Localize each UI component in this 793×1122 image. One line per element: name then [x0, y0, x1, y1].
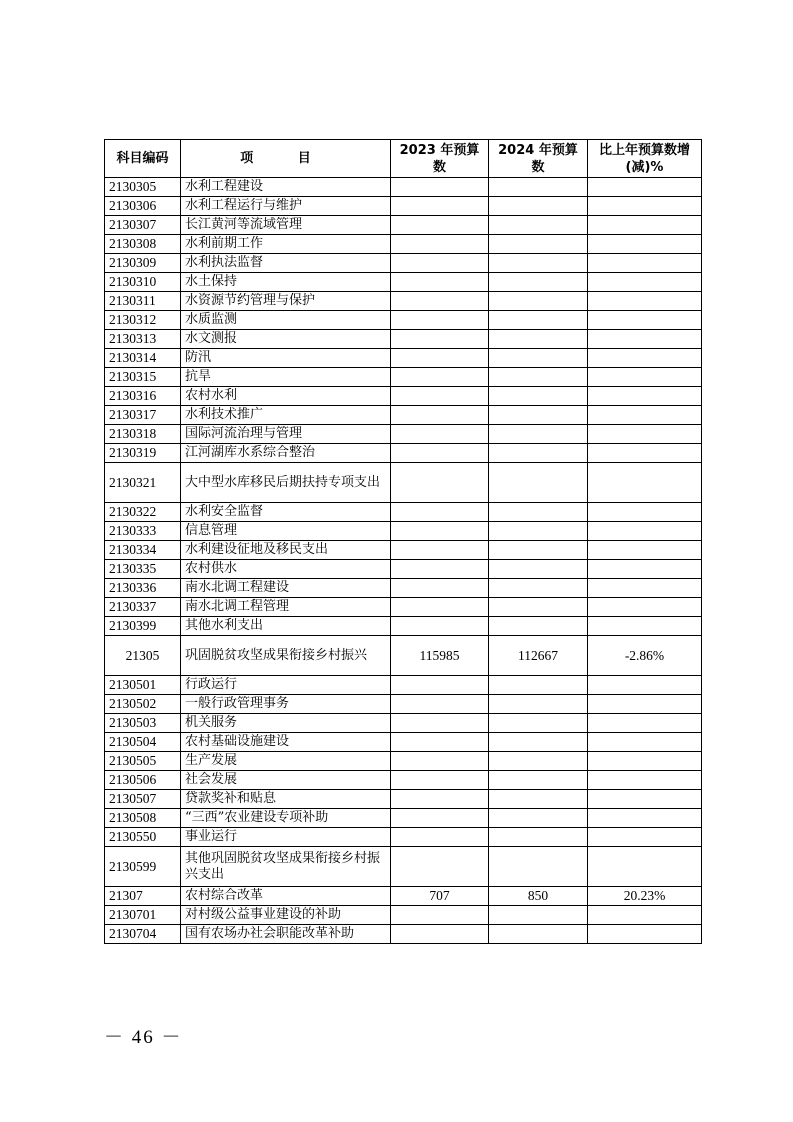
- table-row: [105, 828, 702, 847]
- table-body: [105, 178, 702, 944]
- row-2024: [489, 273, 588, 292]
- table-row: [105, 444, 702, 463]
- row-name: 抗旱: [181, 368, 391, 387]
- row-code: 2130310: [105, 273, 181, 292]
- row-2023: [391, 771, 489, 790]
- row-code: 2130502: [105, 695, 181, 714]
- row-name: 水土保持: [181, 273, 391, 292]
- row-2023: [391, 216, 489, 235]
- row-2023: [391, 387, 489, 406]
- row-name: 大中型水库移民后期扶持专项支出: [181, 463, 391, 503]
- table-row: [105, 273, 702, 292]
- row-2024: [489, 463, 588, 503]
- table-row: [105, 522, 702, 541]
- row-code: 2130506: [105, 771, 181, 790]
- row-change: [588, 790, 702, 809]
- table-row: [105, 311, 702, 330]
- row-code: 2130321: [105, 463, 181, 503]
- header-code: 科目编码: [105, 140, 181, 178]
- row-name: 水利建设征地及移民支出: [181, 541, 391, 560]
- table-row: [105, 349, 702, 368]
- row-2024: [489, 752, 588, 771]
- row-change: [588, 311, 702, 330]
- row-name: 其他水利支出: [181, 617, 391, 636]
- row-2023: 115985: [391, 636, 489, 676]
- row-code: 2130505: [105, 752, 181, 771]
- row-name: 长江黄河等流域管理: [181, 216, 391, 235]
- row-2024: [489, 197, 588, 216]
- table-row: [105, 368, 702, 387]
- row-change: [588, 503, 702, 522]
- page-number: － 46 －: [104, 1027, 183, 1048]
- table-row: [105, 847, 702, 887]
- row-code: 2130501: [105, 676, 181, 695]
- row-name: 一般行政管理事务: [181, 695, 391, 714]
- row-name: 水资源节约管理与保护: [181, 292, 391, 311]
- row-2024: [489, 292, 588, 311]
- row-2024: [489, 790, 588, 809]
- row-change: [588, 522, 702, 541]
- row-name: 水利工程运行与维护: [181, 197, 391, 216]
- row-code: 2130599: [105, 847, 181, 887]
- row-2024: [489, 425, 588, 444]
- row-change: [588, 676, 702, 695]
- row-name: 江河湖库水系综合整治: [181, 444, 391, 463]
- table-row: [105, 733, 702, 752]
- row-2024: [489, 579, 588, 598]
- row-name: 水质监测: [181, 311, 391, 330]
- table-row: [105, 560, 702, 579]
- row-code: 2130311: [105, 292, 181, 311]
- row-2024: [489, 254, 588, 273]
- row-2023: [391, 178, 489, 197]
- table-row: [105, 695, 702, 714]
- row-code: 2130550: [105, 828, 181, 847]
- row-name: 防汛: [181, 349, 391, 368]
- row-2024: [489, 906, 588, 925]
- table-row: [105, 887, 702, 906]
- row-code: 2130319: [105, 444, 181, 463]
- row-2024: [489, 444, 588, 463]
- row-2023: [391, 925, 489, 944]
- table-row: [105, 254, 702, 273]
- table-row: [105, 906, 702, 925]
- row-name: 生产发展: [181, 752, 391, 771]
- row-name: 水利安全监督: [181, 503, 391, 522]
- budget-table: [104, 139, 702, 944]
- row-code: 2130315: [105, 368, 181, 387]
- table-row: [105, 235, 702, 254]
- row-name: 行政运行: [181, 676, 391, 695]
- row-2023: [391, 444, 489, 463]
- row-2024: [489, 406, 588, 425]
- row-2023: [391, 330, 489, 349]
- row-name: 农村基础设施建设: [181, 733, 391, 752]
- row-2024: [489, 235, 588, 254]
- table-row: [105, 598, 702, 617]
- row-change: [588, 197, 702, 216]
- row-name: 国际河流治理与管理: [181, 425, 391, 444]
- row-code: 2130307: [105, 216, 181, 235]
- row-2024: [489, 503, 588, 522]
- row-2023: [391, 292, 489, 311]
- table-row: [105, 463, 702, 503]
- row-2023: [391, 579, 489, 598]
- table-row: [105, 387, 702, 406]
- table-row: [105, 579, 702, 598]
- row-2023: [391, 368, 489, 387]
- row-name: “三西”农业建设专项补助: [181, 809, 391, 828]
- row-2024: 112667: [489, 636, 588, 676]
- row-2024: [489, 695, 588, 714]
- table-row: [105, 714, 702, 733]
- row-2024: [489, 368, 588, 387]
- row-2024: [489, 522, 588, 541]
- table-row: [105, 216, 702, 235]
- row-2024: [489, 771, 588, 790]
- row-2024: [489, 617, 588, 636]
- table-row: [105, 925, 702, 944]
- row-name: 农村水利: [181, 387, 391, 406]
- row-2024: [489, 676, 588, 695]
- row-2023: [391, 311, 489, 330]
- row-code: 2130508: [105, 809, 181, 828]
- row-name: 其他巩固脱贫攻坚成果衔接乡村振兴支出: [181, 847, 391, 887]
- header-2024: 2024 年预算数: [489, 140, 588, 178]
- row-change: [588, 714, 702, 733]
- row-2023: [391, 463, 489, 503]
- row-2023: [391, 598, 489, 617]
- row-2024: [489, 714, 588, 733]
- row-2023: [391, 522, 489, 541]
- row-code: 2130333: [105, 522, 181, 541]
- row-2024: [489, 349, 588, 368]
- row-change: [588, 828, 702, 847]
- table-row: [105, 425, 702, 444]
- table-row: [105, 197, 702, 216]
- row-code: 2130337: [105, 598, 181, 617]
- row-2024: [489, 828, 588, 847]
- row-2024: [489, 216, 588, 235]
- row-2024: [489, 311, 588, 330]
- row-name: 对村级公益事业建设的补助: [181, 906, 391, 925]
- table-row: [105, 406, 702, 425]
- row-change: [588, 216, 702, 235]
- row-2024: [489, 847, 588, 887]
- row-name: 水利执法监督: [181, 254, 391, 273]
- row-code: 2130507: [105, 790, 181, 809]
- table-row: [105, 292, 702, 311]
- row-code: 2130336: [105, 579, 181, 598]
- row-change: [588, 560, 702, 579]
- row-2023: [391, 906, 489, 925]
- row-2023: [391, 254, 489, 273]
- row-2023: [391, 425, 489, 444]
- row-change: [588, 598, 702, 617]
- row-change: [588, 617, 702, 636]
- row-change: [588, 292, 702, 311]
- row-name: 农村综合改革: [181, 887, 391, 906]
- row-name: 南水北调工程管理: [181, 598, 391, 617]
- table-row: [105, 503, 702, 522]
- row-code: 21305: [105, 636, 181, 676]
- row-code: 2130503: [105, 714, 181, 733]
- row-2023: [391, 847, 489, 887]
- row-code: 2130306: [105, 197, 181, 216]
- row-2023: [391, 790, 489, 809]
- row-change: [588, 847, 702, 887]
- row-code: 2130701: [105, 906, 181, 925]
- row-2023: [391, 695, 489, 714]
- row-2023: [391, 235, 489, 254]
- row-change: [588, 254, 702, 273]
- row-name: 水利技术推广: [181, 406, 391, 425]
- row-name: 南水北调工程建设: [181, 579, 391, 598]
- row-change: -2.86%: [588, 636, 702, 676]
- row-change: [588, 579, 702, 598]
- table-row: [105, 752, 702, 771]
- row-code: 2130305: [105, 178, 181, 197]
- row-change: [588, 925, 702, 944]
- row-2023: [391, 714, 489, 733]
- row-code: 2130313: [105, 330, 181, 349]
- row-2023: [391, 349, 489, 368]
- row-code: 2130704: [105, 925, 181, 944]
- row-name: 水利工程建设: [181, 178, 391, 197]
- row-code: 2130504: [105, 733, 181, 752]
- row-name: 社会发展: [181, 771, 391, 790]
- row-name: 巩固脱贫攻坚成果衔接乡村振兴: [181, 636, 391, 676]
- row-code: 21307: [105, 887, 181, 906]
- row-code: 2130318: [105, 425, 181, 444]
- row-2023: [391, 197, 489, 216]
- table-row: [105, 178, 702, 197]
- table-row: [105, 541, 702, 560]
- row-2024: [489, 560, 588, 579]
- row-2024: [489, 541, 588, 560]
- row-2024: [489, 178, 588, 197]
- row-2023: [391, 676, 489, 695]
- row-code: 2130309: [105, 254, 181, 273]
- header-name: 项 目: [181, 140, 391, 178]
- row-code: 2130317: [105, 406, 181, 425]
- row-code: 2130312: [105, 311, 181, 330]
- row-2023: [391, 733, 489, 752]
- table-row: [105, 676, 702, 695]
- row-change: [588, 406, 702, 425]
- row-2024: [489, 809, 588, 828]
- row-code: 2130335: [105, 560, 181, 579]
- row-change: [588, 463, 702, 503]
- row-2023: [391, 560, 489, 579]
- row-2023: [391, 752, 489, 771]
- row-change: [588, 235, 702, 254]
- row-2023: [391, 809, 489, 828]
- row-name: 农村供水: [181, 560, 391, 579]
- row-code: 2130308: [105, 235, 181, 254]
- row-change: [588, 695, 702, 714]
- row-change: 20.23%: [588, 887, 702, 906]
- row-change: [588, 771, 702, 790]
- row-code: 2130314: [105, 349, 181, 368]
- row-code: 2130316: [105, 387, 181, 406]
- table-row: [105, 809, 702, 828]
- row-code: 2130322: [105, 503, 181, 522]
- row-name: 水利前期工作: [181, 235, 391, 254]
- row-change: [588, 330, 702, 349]
- header-2023: 2023 年预算数: [391, 140, 489, 178]
- row-change: [588, 349, 702, 368]
- row-2024: [489, 733, 588, 752]
- header-change: 比上年预算数增(减)%: [588, 140, 702, 178]
- row-name: 国有农场办社会职能改革补助: [181, 925, 391, 944]
- row-change: [588, 273, 702, 292]
- row-2024: [489, 598, 588, 617]
- row-2024: [489, 925, 588, 944]
- row-2024: [489, 387, 588, 406]
- table-row: [105, 636, 702, 676]
- row-change: [588, 809, 702, 828]
- row-2023: [391, 406, 489, 425]
- row-change: [588, 368, 702, 387]
- row-change: [588, 387, 702, 406]
- row-2023: [391, 541, 489, 560]
- row-name: 事业运行: [181, 828, 391, 847]
- row-code: 2130399: [105, 617, 181, 636]
- row-2023: 707: [391, 887, 489, 906]
- table-row: [105, 790, 702, 809]
- row-2024: [489, 330, 588, 349]
- table-header-row: [105, 140, 702, 178]
- row-change: [588, 178, 702, 197]
- row-code: 2130334: [105, 541, 181, 560]
- table-row: [105, 617, 702, 636]
- row-change: [588, 425, 702, 444]
- row-change: [588, 752, 702, 771]
- row-change: [588, 733, 702, 752]
- row-2023: [391, 617, 489, 636]
- row-name: 机关服务: [181, 714, 391, 733]
- row-2024: 850: [489, 887, 588, 906]
- table-row: [105, 771, 702, 790]
- row-name: 信息管理: [181, 522, 391, 541]
- row-change: [588, 541, 702, 560]
- table-row: [105, 330, 702, 349]
- row-name: 水文测报: [181, 330, 391, 349]
- row-change: [588, 444, 702, 463]
- row-2023: [391, 828, 489, 847]
- row-2023: [391, 273, 489, 292]
- row-2023: [391, 503, 489, 522]
- row-change: [588, 906, 702, 925]
- row-name: 贷款奖补和贴息: [181, 790, 391, 809]
